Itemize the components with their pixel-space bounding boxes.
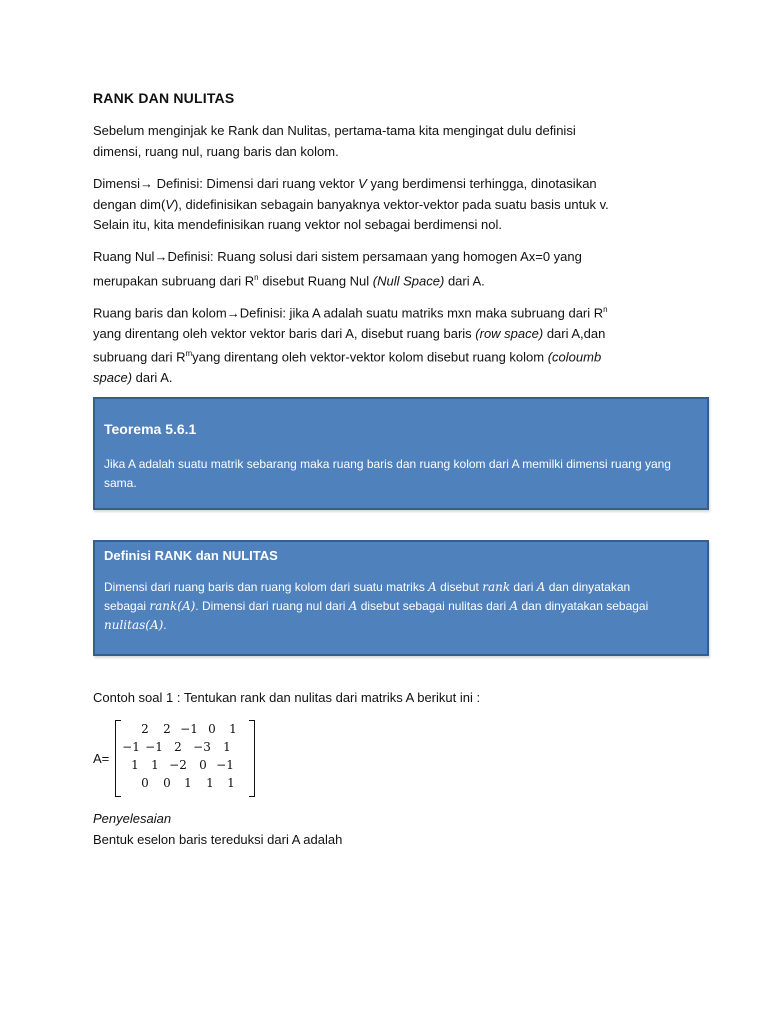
ruang-nul-line-1: Definisi: Ruang solusi dari sistem persamaan yang homogen Ax=0 yang [167, 249, 582, 264]
matrix-left-bracket [115, 720, 121, 797]
dimensi-label: Definisi: Dimensi dari ruang vektor [152, 176, 359, 191]
row-space-term: (row space) [475, 325, 544, 341]
ruang-baris-line-4b: dari A. [132, 370, 173, 386]
teorema-box [93, 397, 709, 510]
matrix-label: A= [93, 751, 110, 766]
ruang-baris-line-2a: yang direntang oleh vektor vektor baris dari A, disebut ruang baris [93, 325, 476, 341]
penyelesaian-text: Bentuk eselon baris tereduksi dari A adalah [93, 832, 343, 847]
superscript-n: n [254, 272, 259, 282]
ruang-nul-paragraph [93, 247, 693, 291]
penyelesaian-heading: Penyelesaian [93, 811, 172, 826]
teorema-title: Teorema 5.6.1 [104, 421, 197, 437]
dimensi-line-2v: V [165, 196, 174, 212]
ruang-baris-line-2b: dari A,dan [543, 325, 606, 341]
space-term: space) [93, 370, 133, 386]
definisi-l2d: dan dinyatakan sebagai [518, 599, 649, 613]
math-nulitas-a: nulitas(A) [104, 618, 164, 632]
ruang-nul-line-2c: dari A. [444, 272, 485, 288]
dimensi-line-3: Selain itu, kita mendefinisikan ruang vektor nol sebagai berdimensi nol. [93, 217, 503, 232]
teorema-body: Jika A adalah suatu matrik sebarang maka ruang baris dan ruang kolom dari A memilki dimensi ruang yang sama. [104, 457, 671, 490]
page-title: RANK DAN NULITAS [93, 90, 235, 106]
dimensi-v: V [358, 176, 367, 191]
ruang-nul-line-2b: disebut Ruang Nul [258, 272, 373, 288]
ruang-nul-term: Ruang Nul [93, 249, 155, 264]
definisi-l1d: dan dinyatakan [545, 580, 631, 594]
null-space-term: (Null Space) [372, 272, 445, 288]
math-rank-a: rank(A) [149, 599, 196, 613]
ruang-nul-line-2a: merupakan subruang dari R [93, 272, 255, 288]
arrow-icon: → [154, 249, 168, 264]
ruang-baris-line-3a: subruang dari R [93, 349, 186, 365]
superscript-n: n [603, 305, 608, 314]
intro-line-2: dimensi, ruang nul, ruang baris dan kolom. [93, 143, 339, 159]
matrix-right-bracket [249, 720, 255, 797]
dimensi-line-2a: dengan dim( [93, 196, 166, 212]
contoh-soal: Contoh soal 1 : Tentukan rank dan nulitas dari matriks A berikut ini : [93, 690, 481, 705]
ruang-baris-line-1: Definisi: jika A adalah suatu matriks mxn maka subruang dari R [239, 305, 604, 321]
arrow-icon: → [139, 176, 153, 191]
ruang-baris-term: Ruang baris dan kolom [93, 305, 227, 321]
coloumb-term: (coloumb [547, 349, 602, 365]
arrow-icon: → [226, 305, 240, 321]
definisi-body [104, 578, 700, 635]
math-a: A [509, 599, 519, 613]
math-rank: rank [482, 580, 511, 594]
ruang-baris-paragraph [93, 300, 693, 389]
definisi-l1c: dari [510, 580, 537, 594]
definisi-l1a: Dimensi dari ruang baris dan ruang kolom dari suatu matriks [104, 580, 429, 594]
matrix-a: 2 2 −1 0 1 −1 −1 2 −3 1 1 1 −2 0 −1 0 0 1 1 1 [115, 720, 255, 795]
dimensi-line-2b: ), didefinisikan sebagain banyaknya vektor-vektor pada suatu basis untuk v. [173, 196, 609, 212]
dimensi-term: Dimensi [93, 176, 140, 191]
math-a: A [348, 599, 358, 613]
definisi-l2b: . Dimensi dari ruang nul dari [195, 599, 349, 613]
definisi-l1b: disebut [436, 580, 483, 594]
dimensi-paragraph [93, 174, 693, 236]
ruang-baris-line-3b: yang direntang oleh vektor-vektor kolom disebut ruang kolom [192, 349, 548, 365]
definisi-l2a: sebagai [104, 599, 150, 613]
definisi-title: Definisi RANK dan NULITAS [104, 548, 278, 563]
definisi-rank-box [93, 540, 709, 656]
math-a: A [536, 580, 546, 594]
intro-line-1: Sebelum menginjak ke Rank dan Nulitas, pertama-tama kita mengingat dulu definisi [93, 123, 576, 138]
intro-paragraph [93, 121, 693, 162]
superscript-m: m [185, 349, 193, 359]
dimensi-rest: yang berdimensi terhingga, dinotasikan [366, 176, 597, 191]
math-a: A [428, 580, 437, 594]
definisi-l2c: disebut sebagai nulitas dari [357, 599, 510, 613]
definisi-l3b: . [163, 618, 167, 632]
